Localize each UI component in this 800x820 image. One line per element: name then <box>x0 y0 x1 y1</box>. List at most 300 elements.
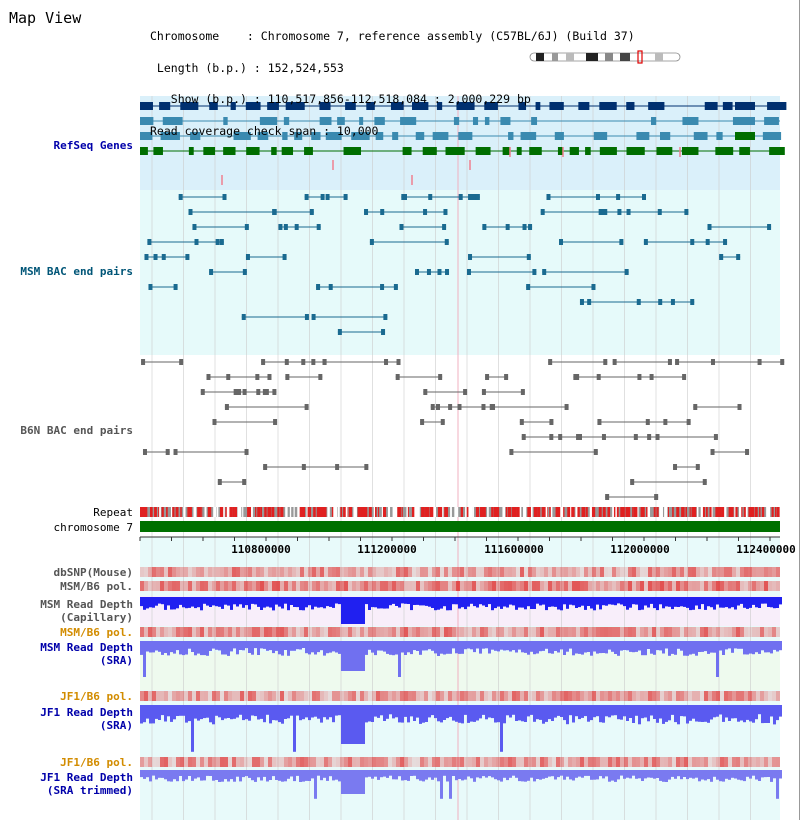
depth-bar <box>188 597 191 608</box>
depth-bar <box>392 770 395 779</box>
pol-cell <box>644 581 648 591</box>
pol-cell <box>300 567 304 577</box>
depth-bar <box>644 641 647 655</box>
depth-bar <box>707 770 710 779</box>
depth-bar <box>209 597 212 607</box>
depth-bar <box>704 770 707 780</box>
depth-bar <box>446 597 449 610</box>
depth-bar <box>524 705 527 722</box>
pol-cell <box>196 627 200 637</box>
pol-cell <box>188 567 192 577</box>
pol-cell <box>252 757 256 767</box>
track-label-msm-depth-sra[interactable]: MSM Read Depth <box>40 641 133 654</box>
track-label-jf1-depth-trim[interactable]: JF1 Read Depth <box>40 771 133 784</box>
depth-bar <box>563 597 566 604</box>
repeat-block <box>531 507 533 517</box>
repeat-block <box>156 507 157 517</box>
pol-cell <box>576 757 580 767</box>
bac-pair-end <box>312 314 316 320</box>
pol-cell <box>444 627 448 637</box>
depth-bar <box>233 705 236 719</box>
depth-bar <box>617 641 620 656</box>
pol-cell <box>148 567 152 577</box>
pol-cell <box>668 627 672 637</box>
pol-cell <box>316 567 320 577</box>
pol-cell <box>380 691 384 701</box>
depth-bar <box>143 641 146 677</box>
pol-cell <box>288 581 292 591</box>
depth-bar <box>407 597 410 604</box>
pol-cell <box>552 627 556 637</box>
pol-cell <box>476 567 480 577</box>
pol-cell <box>664 581 668 591</box>
depth-bar <box>743 641 746 654</box>
track-label-msm-bac[interactable]: MSM BAC end pairs <box>20 265 133 278</box>
repeat-block <box>472 507 474 517</box>
depth-bar <box>422 705 425 723</box>
pol-cell <box>660 627 664 637</box>
pol-cell <box>756 691 760 701</box>
show-range-line: Show (b.p.) : 110,517,856-112,518,084 : 2,000,229 bp <box>150 92 531 106</box>
depth-bar <box>731 597 734 607</box>
depth-bar <box>626 770 629 778</box>
pol-cell <box>520 691 524 701</box>
pol-cell <box>308 581 312 591</box>
depth-bar <box>632 597 635 604</box>
repeat-block <box>159 507 161 517</box>
pol-cell <box>664 757 668 767</box>
depth-bar <box>713 770 716 777</box>
repeat-block <box>523 507 526 517</box>
depth-bar <box>536 641 539 654</box>
depth-bar <box>596 641 599 654</box>
depth-bar <box>212 705 215 724</box>
pol-cell <box>512 567 516 577</box>
pol-cell <box>620 627 624 637</box>
pol-cell <box>284 581 288 591</box>
track-label-msm-pol-1[interactable]: MSM/B6 pol. <box>60 580 133 593</box>
pol-cell <box>344 757 348 767</box>
depth-bar <box>392 597 395 604</box>
pol-cell <box>476 581 480 591</box>
repeat-block <box>340 507 342 517</box>
depth-bar <box>464 597 467 609</box>
depth-bar <box>416 597 419 605</box>
pol-cell <box>488 581 492 591</box>
pol-cell <box>208 627 212 637</box>
depth-bar <box>482 770 485 776</box>
depth-bar <box>563 641 566 655</box>
pol-cell <box>240 567 244 577</box>
depth-bar <box>533 705 536 722</box>
pol-cell <box>348 567 352 577</box>
bac-pair-end <box>658 209 662 215</box>
depth-bar <box>530 641 533 652</box>
pol-cell <box>552 567 556 577</box>
depth-bar <box>161 705 164 715</box>
pol-cell <box>544 627 548 637</box>
track-label-b6n-bac[interactable]: B6N BAC end pairs <box>20 424 133 437</box>
depth-bar <box>161 597 164 604</box>
depth-bar <box>545 597 548 610</box>
depth-bar <box>374 597 377 607</box>
repeat-block <box>205 507 207 517</box>
depth-bar <box>653 597 656 608</box>
depth-bar <box>497 770 500 780</box>
depth-bar <box>611 705 614 716</box>
repeat-block <box>189 507 192 517</box>
pol-cell <box>620 567 624 577</box>
depth-bar <box>776 597 779 608</box>
depth-bar <box>254 705 257 716</box>
pol-cell <box>632 627 636 637</box>
depth-bar <box>461 770 464 780</box>
pol-cell <box>328 567 332 577</box>
depth-bar <box>266 641 269 651</box>
bac-pair-end <box>526 284 530 290</box>
repeat-block <box>166 507 168 517</box>
pol-cell <box>728 627 732 637</box>
depth-bar <box>383 597 386 609</box>
pol-cell <box>504 627 508 637</box>
depth-bar <box>419 641 422 655</box>
depth-bar <box>539 705 542 720</box>
track-label-dbsnp[interactable]: dbSNP(Mouse) <box>53 566 133 579</box>
pol-cell <box>400 691 404 701</box>
bac-pair-end <box>642 194 646 200</box>
pol-cell <box>460 627 464 637</box>
repeat-block <box>255 507 256 517</box>
depth-bar <box>212 641 215 649</box>
depth-bar <box>440 770 443 799</box>
depth-bar <box>659 705 662 719</box>
depth-bar <box>542 705 545 724</box>
depth-bar <box>722 597 725 608</box>
repeat-block <box>327 507 329 517</box>
bac-pair-end <box>179 194 183 200</box>
repeat-block <box>280 507 283 517</box>
depth-bar <box>701 597 704 604</box>
pol-cell <box>328 691 332 701</box>
depth-bar <box>320 641 323 650</box>
repeat-block <box>333 507 337 517</box>
bac-pair-end <box>559 239 563 245</box>
depth-bar <box>245 597 248 605</box>
pol-cell <box>616 581 620 591</box>
gene-block <box>656 147 672 155</box>
pol-cell <box>172 627 176 637</box>
depth-bar <box>197 705 200 721</box>
depth-bar <box>287 770 290 779</box>
pol-cell <box>412 691 416 701</box>
pol-cell <box>232 567 236 577</box>
depth-bar <box>620 641 623 651</box>
repeat-block <box>668 507 669 517</box>
depth-bar <box>683 770 686 777</box>
pol-cell <box>372 691 376 701</box>
depth-bar <box>509 705 512 718</box>
pol-cell <box>528 581 532 591</box>
bac-pair-end <box>201 389 205 395</box>
pol-cell <box>612 757 616 767</box>
depth-bar <box>692 705 695 719</box>
depth-bar <box>290 641 293 651</box>
pol-cell <box>508 627 512 637</box>
pol-cell <box>276 691 280 701</box>
depth-bar <box>632 641 635 652</box>
pol-cell <box>280 757 284 767</box>
pol-cell <box>672 581 676 591</box>
depth-bar <box>314 597 317 607</box>
pol-cell <box>524 691 528 701</box>
pol-cell <box>384 627 388 637</box>
depth-bar <box>437 705 440 721</box>
pol-cell <box>324 691 328 701</box>
depth-bar <box>197 597 200 607</box>
depth-bar <box>524 641 527 653</box>
depth-bar <box>569 770 572 779</box>
pol-cell <box>280 567 284 577</box>
depth-bar <box>773 770 776 778</box>
depth-bar <box>401 770 404 781</box>
depth-bar <box>218 597 221 607</box>
pol-cell <box>144 627 148 637</box>
pol-cell <box>592 757 596 767</box>
track-label-repeat[interactable]: Repeat <box>93 506 133 519</box>
depth-bar <box>431 641 434 651</box>
depth-bar <box>548 770 551 777</box>
pol-cell <box>356 567 360 577</box>
depth-bar <box>650 597 653 604</box>
pol-cell <box>444 757 448 767</box>
pol-cell <box>328 757 332 767</box>
depth-bar <box>191 770 194 781</box>
pol-cell <box>304 757 308 767</box>
pol-cell <box>696 691 700 701</box>
depth-bar <box>209 770 212 776</box>
pol-cell <box>240 757 244 767</box>
pol-cell <box>228 691 232 701</box>
pol-cell <box>428 581 432 591</box>
pol-cell <box>528 567 532 577</box>
depth-bar <box>251 770 254 780</box>
pol-cell <box>708 757 712 767</box>
bac-pair-end <box>242 314 246 320</box>
depth-bar <box>332 641 335 651</box>
pol-cell <box>564 581 568 591</box>
depth-bar <box>230 705 233 719</box>
pol-cell <box>564 691 568 701</box>
chromosome-line: Chromosome : Chromosome 7, reference assembly (C57BL/6J) (Build 37) <box>150 29 635 43</box>
track-label-chromosome[interactable]: chromosome 7 <box>53 521 133 534</box>
pol-cell <box>300 691 304 701</box>
pol-cell <box>672 627 676 637</box>
pol-cell <box>736 567 740 577</box>
depth-bar <box>680 641 683 651</box>
depth-bar <box>200 641 203 655</box>
depth-bar <box>221 597 224 609</box>
bac-pair-end <box>542 269 546 275</box>
depth-bar <box>377 705 380 718</box>
pol-cell <box>744 581 748 591</box>
depth-bar <box>278 770 281 781</box>
pol-cell <box>376 627 380 637</box>
bac-pair-end <box>220 239 224 245</box>
repeat-block <box>637 507 638 517</box>
pol-cell <box>764 567 768 577</box>
depth-bar <box>650 770 653 778</box>
pol-cell <box>276 581 280 591</box>
repeat-block <box>201 507 202 517</box>
pol-cell <box>332 691 336 701</box>
repeat-block <box>643 507 645 517</box>
track-label-jf1-pol-1[interactable]: JF1/B6 pol. <box>60 690 133 703</box>
depth-bar <box>164 770 167 779</box>
pol-cell <box>572 567 576 577</box>
pol-cell <box>392 627 396 637</box>
depth-bar <box>605 705 608 716</box>
pol-cell <box>384 757 388 767</box>
repeat-block <box>375 507 377 517</box>
pol-cell <box>768 581 772 591</box>
depth-bar <box>488 705 491 718</box>
pol-cell <box>204 691 208 701</box>
depth-bar <box>737 597 740 606</box>
track-label-jf1-depth-sra[interactable]: JF1 Read Depth <box>40 706 133 719</box>
pol-cell <box>208 567 212 577</box>
bac-pair-end <box>263 464 267 470</box>
pol-cell <box>772 581 776 591</box>
pol-cell <box>416 757 420 767</box>
depth-bar <box>773 641 776 650</box>
depth-bar <box>452 770 455 776</box>
pol-cell <box>296 757 300 767</box>
depth-bar <box>299 705 302 720</box>
depth-bar <box>230 770 233 779</box>
pol-cell <box>492 627 496 637</box>
depth-bar <box>773 705 776 724</box>
repeat-block <box>213 507 216 517</box>
depth-bar <box>371 770 374 779</box>
repeat-block <box>378 507 379 517</box>
depth-bar <box>449 641 452 654</box>
depth-bar <box>590 641 593 656</box>
depth-bar <box>602 641 605 653</box>
depth-bar <box>263 770 266 777</box>
repeat-block <box>450 507 452 517</box>
repeat-block <box>442 507 443 517</box>
bac-pair-end <box>423 389 427 395</box>
repeat-block <box>397 507 401 517</box>
pol-cell <box>336 757 340 767</box>
depth-bar <box>575 641 578 654</box>
depth-bar <box>491 597 494 610</box>
depth-bar <box>221 770 224 782</box>
repeat-block <box>664 507 667 517</box>
depth-bar <box>671 641 674 654</box>
bac-pair-end <box>326 194 330 200</box>
depth-bar <box>602 597 605 605</box>
depth-bar <box>599 641 602 653</box>
depth-bar <box>728 705 731 721</box>
pol-cell <box>652 757 656 767</box>
depth-bar <box>143 705 146 722</box>
repeat-block <box>582 507 586 517</box>
pol-cell <box>752 567 756 577</box>
pol-cell <box>192 581 196 591</box>
depth-bar <box>224 597 227 605</box>
bac-pair-end <box>634 434 638 440</box>
bac-pair-end <box>723 239 727 245</box>
depth-bar <box>266 770 269 782</box>
repeat-block <box>294 507 295 517</box>
pol-cell <box>188 627 192 637</box>
depth-bar <box>500 770 503 782</box>
depth-bar <box>764 770 767 777</box>
track-label-msm-pol-2[interactable]: MSM/B6 pol. <box>60 626 133 639</box>
pol-cell <box>344 567 348 577</box>
depth-bar <box>464 770 467 780</box>
depth-bar <box>287 597 290 610</box>
pol-cell <box>656 627 660 637</box>
pol-cell <box>720 581 724 591</box>
bac-pair-end <box>528 224 532 230</box>
repeat-block <box>421 507 425 517</box>
pol-cell <box>580 757 584 767</box>
depth-bar <box>617 705 620 719</box>
pol-cell <box>168 757 172 767</box>
pol-cell <box>364 757 368 767</box>
repeat-block <box>586 507 588 517</box>
depth-bar <box>152 705 155 723</box>
pol-cell <box>424 567 428 577</box>
depth-bar <box>503 641 506 651</box>
pol-cell <box>436 581 440 591</box>
pol-cell <box>388 757 392 767</box>
pol-cell <box>768 757 772 767</box>
depth-bar <box>686 641 689 656</box>
depth-bar <box>338 641 341 654</box>
depth-bar <box>407 705 410 722</box>
depth-bar <box>278 705 281 722</box>
track-label-jf1-pol-2[interactable]: JF1/B6 pol. <box>60 756 133 769</box>
depth-bar <box>194 641 197 655</box>
coverage-span-line: Read coverage check span : 10,000 <box>150 123 379 138</box>
pol-cell <box>372 627 376 637</box>
bac-pair-end <box>218 479 222 485</box>
track-label-msm-depth-cap[interactable]: MSM Read Depth <box>40 598 133 611</box>
pol-cell <box>220 757 224 767</box>
pol-cell <box>372 581 376 591</box>
depth-bar <box>578 597 581 607</box>
repeat-block <box>515 507 517 517</box>
pol-cell <box>424 627 428 637</box>
pol-cell <box>500 581 504 591</box>
repeat-block <box>534 507 538 517</box>
track-label-refseq[interactable]: RefSeq Genes <box>53 139 133 152</box>
repeat-block <box>402 507 403 517</box>
depth-bar <box>311 705 314 718</box>
pol-cell <box>704 567 708 577</box>
depth-bar <box>248 597 251 610</box>
pol-cell <box>688 757 692 767</box>
bac-pair-end <box>594 449 598 455</box>
pol-cell <box>308 567 312 577</box>
depth-bar <box>494 705 497 723</box>
pol-cell <box>380 567 384 577</box>
pol-cell <box>384 581 388 591</box>
pol-cell <box>492 691 496 701</box>
